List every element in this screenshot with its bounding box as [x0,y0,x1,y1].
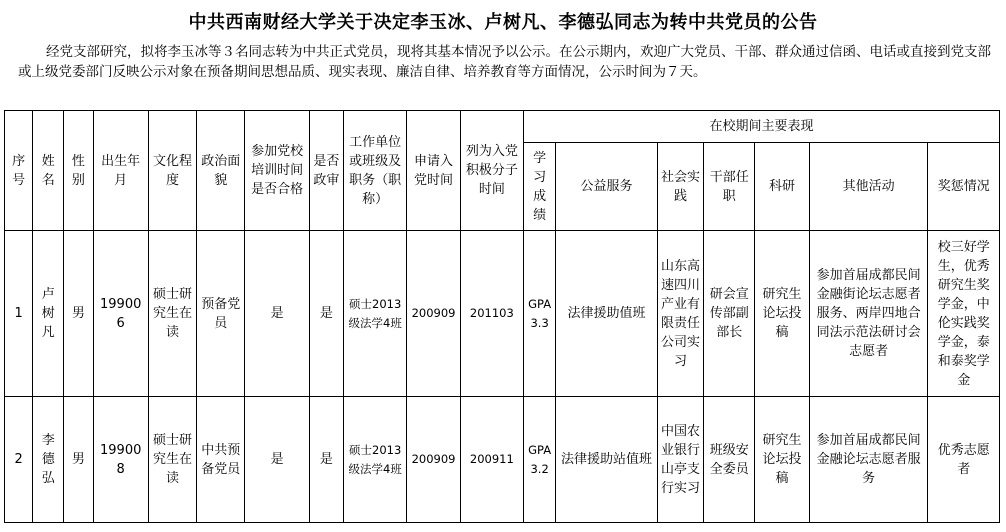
table-row [5,231,1000,397]
cell-welfare: 法律援助值班 [556,231,658,397]
header-other: 其他活动 [809,143,928,231]
header-gender: 性别 [64,111,93,231]
header-name: 姓名 [33,111,64,231]
header-social: 社会实践 [657,143,703,231]
cell-name: 李德弘 [33,397,64,523]
cell-other: 参加首届成都民间金融街论坛志愿者服务、两岸四地合同法示范法研讨会志愿者 [809,231,928,397]
header-seq: 序号 [5,111,33,231]
header-activist-time: 列为入党积极分子时间 [460,111,523,231]
cell-seq: 1 [5,231,33,397]
cell-social: 山东高速四川产业有限责任公司实习 [657,231,703,397]
cell-education: 硕士研究生在读 [148,231,196,397]
cell-gender: 男 [64,231,93,397]
table-row [5,397,1000,523]
cell-welfare: 法律援助站值班 [556,397,658,523]
header-awards: 奖惩情况 [928,143,1000,231]
cell-birth: 199008 [93,397,148,523]
header-review: 是否政审 [309,111,343,231]
header-birth: 出生年月 [93,111,148,231]
cell-review: 是 [309,231,343,397]
header-study: 学习成绩 [524,143,556,231]
cell-social: 中国农业银行山亭支行实习 [657,397,703,523]
cell-awards: 优秀志愿者 [928,397,1000,523]
header-cadre: 干部任职 [704,143,755,231]
cell-training: 是 [245,231,309,397]
cell-activist-time: 201103 [460,231,523,397]
cell-gender: 男 [64,397,93,523]
notice-title: 中共西南财经大学关于决定李玉冰、卢树凡、李德弘同志为转中共党员的公告 [188,12,818,33]
cell-study: GPA 3.2 [524,397,556,523]
notice-intro: 经党支部研究，拟将李玉冰等３名同志转为中共正式党员，现将其基本情况予以公示。在公示期内，欢迎广大党员、干部、群众通过信函、电话或直接到党支部或上级党委部门反映公示对象在预备期间思想品质、现实表现、廉洁自律、培养教育等方面情况，公示时间为７天。 [18,44,991,80]
header-political: 政治面貌 [197,111,245,231]
cell-unit: 硕士2013级法学4班 [343,231,406,397]
cell-name: 卢树凡 [33,231,64,397]
header-education: 文化程度 [148,111,196,231]
cell-activist-time: 200911 [460,397,523,523]
cell-cadre: 研会宣传部副部长 [704,231,755,397]
cell-research: 研究生论坛投稿 [755,231,809,397]
cell-review: 是 [309,397,343,523]
cell-study: GPA 3.3 [524,231,556,397]
cell-birth: 199006 [93,231,148,397]
cell-apply-time: 200909 [407,231,460,397]
cell-other: 参加首届成都民间金融论坛志愿者服务 [809,397,928,523]
cell-seq: 2 [5,397,33,523]
cell-apply-time: 200909 [407,397,460,523]
header-research: 科研 [755,143,809,231]
header-apply-time: 申请入党时间 [407,111,460,231]
header-unit: 工作单位或班级及职务（职称） [343,111,406,231]
cell-research: 研究生论坛投稿 [755,397,809,523]
header-performance-group: 在校期间主要表现 [524,111,1000,143]
cell-training: 是 [245,397,309,523]
cell-education: 硕士研究生在读 [148,397,196,523]
candidates-table [4,110,1000,523]
cell-unit: 硕士2013级法学4班 [343,397,406,523]
header-training: 参加党校培训时间是否合格 [245,111,309,231]
cell-political: 中共预备党员 [197,397,245,523]
cell-awards: 校三好学生，优秀研究生奖学金，中伦实践奖学金，泰和泰奖学金 [928,231,1000,397]
cell-cadre: 班级安全委员 [704,397,755,523]
header-welfare: 公益服务 [556,143,658,231]
cell-political: 预备党员 [197,231,245,397]
